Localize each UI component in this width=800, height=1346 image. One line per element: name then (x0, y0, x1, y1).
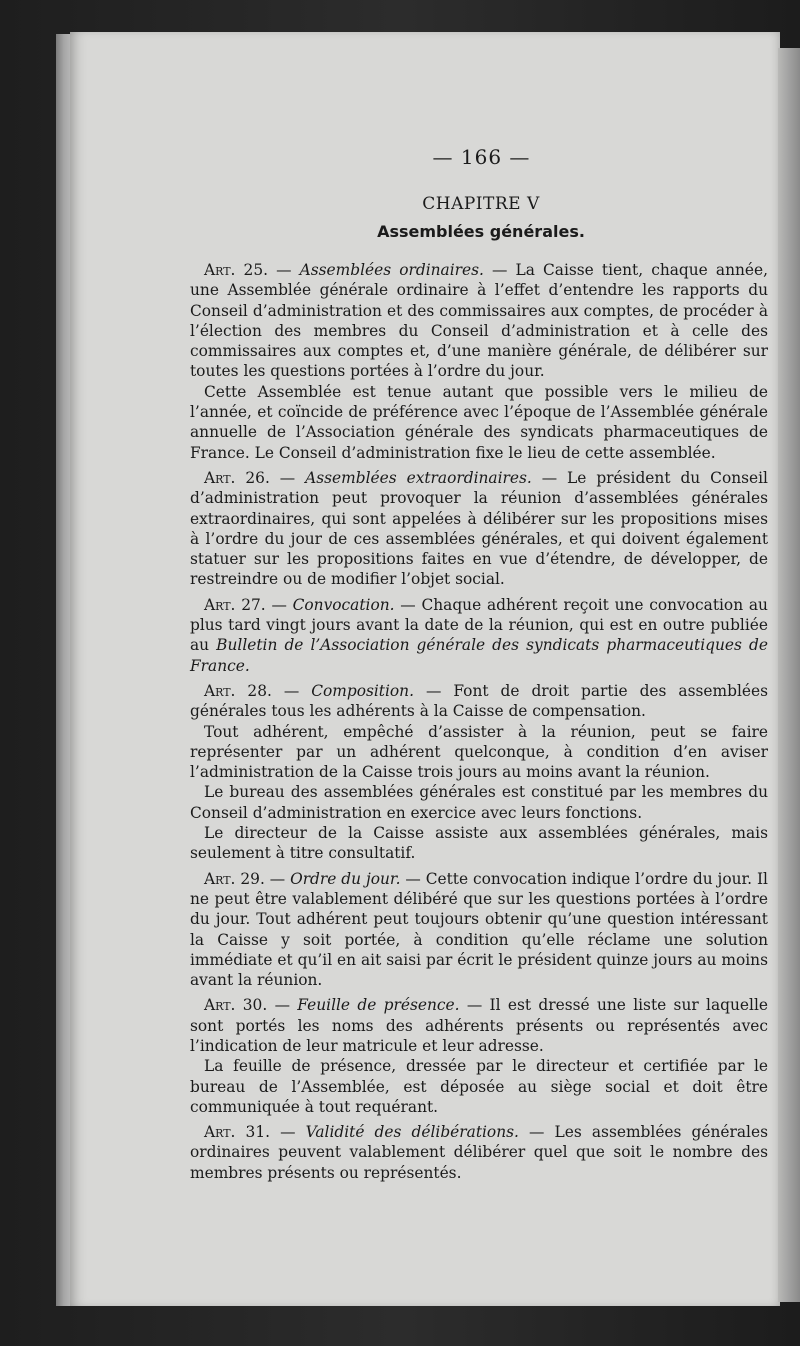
article-31-text-1: Les assemblées générales ordinaires peuvent valablement délibérer quel que soit le nombre des membres présents ou représentés. (190, 1123, 768, 1182)
article-26-label: Art. 26. (204, 468, 270, 487)
article-28-paragraph-3: Le bureau des assemblées générales est constitué par les membres du Conseil d’administration en exercice avec leurs fonctions. (190, 783, 768, 822)
article-28-paragraph-4: Le directeur de la Caisse assiste aux assemblées générales, mais seulement à titre consultatif. (190, 824, 768, 863)
article-25-text-1: La Caisse tient, chaque année, une Assemblée générale ordinaire à l’effet d’entendre les rapports du Conseil d’administration et des commissaires aux comptes, de procéder à l’élection des membres du Conseil d’administration et à celle des commissaires aux comptes et, d’une manière générale, de délibérer sur toutes les questions portées à l’ordre du jour. (190, 261, 768, 381)
article-28-paragraph-2: Tout adhérent, empêché d’assister à la réunion, peut se faire représenter par un adhérent quelconque, à condition d’en aviser l’administration de la Caisse trois jours au moins avant la réunion. (190, 722, 768, 782)
page-number: — 166 — (432, 145, 531, 169)
article-26-paragraph-1: Art. 26. — Assemblées extraordinaires. — Le président du Conseil d’administration peut provoquer la réunion d’assemblées générales extraordinaires, qui sont appelées à délibérer sur les propositions mises à l’ordre du jour de ces assemblées générales, et qui doivent également statuer sur les propositions faites en vue d’étendre, de développer, de restreindre ou de modifier l’objet social. (190, 468, 768, 589)
article-27-label: Art. 27. (204, 595, 266, 614)
chapter-heading: CHAPITRE V (422, 194, 540, 214)
article-25-label: Art. 25. (204, 261, 269, 279)
article-28-title: Composition. (311, 681, 414, 700)
article-26-title: Assemblées extraordinaires. (305, 468, 532, 487)
article-29-label: Art. 29. (204, 869, 265, 888)
article-27-paragraph-1: Art. 27. — Convocation. — Chaque adhérent reçoit une convocation au plus tard vingt jours avant la date de la réunion, qui est en outre publiée au Bulletin de l’Association générale des syndicats pharmaceutiques de France. (190, 595, 768, 675)
article-30-text-1: Il est dressé une liste sur laquelle sont portés les noms des adhérents présents ou représentés avec l’indication de leur matricule et leur adresse. (190, 996, 768, 1055)
article-25-title: Assemblées ordinaires. (299, 261, 484, 279)
article-31-label: Art. 31. (204, 1123, 271, 1142)
article-30-title: Feuille de présence. (297, 996, 460, 1015)
article-26-text-1: Le président du Conseil d’administration peut provoquer la réunion d’assemblées générales extraordinaires, qui sont appelées à délibérer sur les propositions mises à l’ordre du jour de ces assemblées générales, et qui doivent également statuer sur les propositions faites en vue d’étendre, de développer, de restreindre ou de modifier l’objet social. (190, 468, 768, 589)
section-heading: Assemblées générales. (377, 222, 585, 241)
article-28-text-1: Font de droit partie des assemblées générales tous les adhérents à la Caisse de compensation. (190, 681, 768, 721)
article-25-paragraph-2: Cette Assemblée est tenue autant que possible vers le milieu de l’année, et coïncide de préférence avec l’époque de l’Assemblée générale annuelle de l’Association générale des syndicats pharmaceutiques de France. Le Conseil d’administration fixe le lieu de cette assemblée. (190, 382, 768, 462)
article-27-title: Convocation. (292, 595, 395, 614)
article-body (190, 260, 768, 1183)
article-31-paragraph-1: Art. 31. — Validité des délibérations. — Les assemblées générales ordinaires peuvent valablement délibérer quel que soit le nombre des membres présents ou représentés. (190, 1123, 768, 1182)
article-27-bulletin-title: Bulletin de l’Association générale des syndicats pharmaceutiques de France. (190, 636, 768, 675)
article-29-title: Ordre du jour. (290, 869, 401, 888)
article-27-text-1: Chaque adhérent reçoit une convocation au plus tard vingt jours avant la date de la réunion, qui est en outre publiée au (190, 595, 768, 655)
article-25-paragraph-1: Art. 25. — Assemblées ordinaires. — La Caisse tient, chaque année, une Assemblée générale ordinaire à l’effet d’entendre les rapports du Conseil d’administration et des commissaires aux comptes, de procéder à l’élection des membres du Conseil d’administration et à celle des commissaires aux comptes et, d’une manière générale, de délibérer sur toutes les questions portées à l’ordre du jour. (190, 261, 768, 381)
page-content (190, 143, 768, 1183)
article-30-paragraph-2: La feuille de présence, dressée par le directeur et certifiée par le bureau de l’Assemblée, est déposée au siège social et doit être communiquée à tout requérant. (190, 1057, 768, 1116)
article-30-paragraph-1: Art. 30. — Feuille de présence. — Il est dressé une liste sur laquelle sont portés les noms des adhérents présents ou représentés avec l’indication de leur matricule et leur adresse. (190, 996, 768, 1055)
article-29-text-1: Cette convocation indique l’ordre du jour. Il ne peut être valablement délibéré que sur les questions portées à l’ordre du jour. Tout adhérent peut toujours obtenir qu’une question intéressant la Caisse y soit portée, à condition qu’elle réclame une solution immédiate et qu’il en ait saisi par écrit le président quinze jours au moins avant la réunion. (190, 869, 768, 990)
article-29-paragraph-1: Art. 29. — Ordre du jour. — Cette convocation indique l’ordre du jour. Il ne peut être valablement délibéré que sur les questions portées à l’ordre du jour. Tout adhérent peut toujours obtenir qu’une question intéressant la Caisse y soit portée, à condition qu’elle réclame une solution immédiate et qu’il en ait saisi par écrit le président quinze jours au moins avant la réunion. (190, 869, 768, 990)
page-stack-right-edge (778, 48, 800, 1302)
article-28-label: Art. 28. (204, 681, 272, 700)
article-31-title: Validité des délibérations. (305, 1123, 519, 1142)
article-30-label: Art. 30. (204, 996, 268, 1015)
article-28-paragraph-1: Art. 28. — Composition. — Font de droit partie des assemblées générales tous les adhérents à la Caisse de compensation. (190, 681, 768, 721)
